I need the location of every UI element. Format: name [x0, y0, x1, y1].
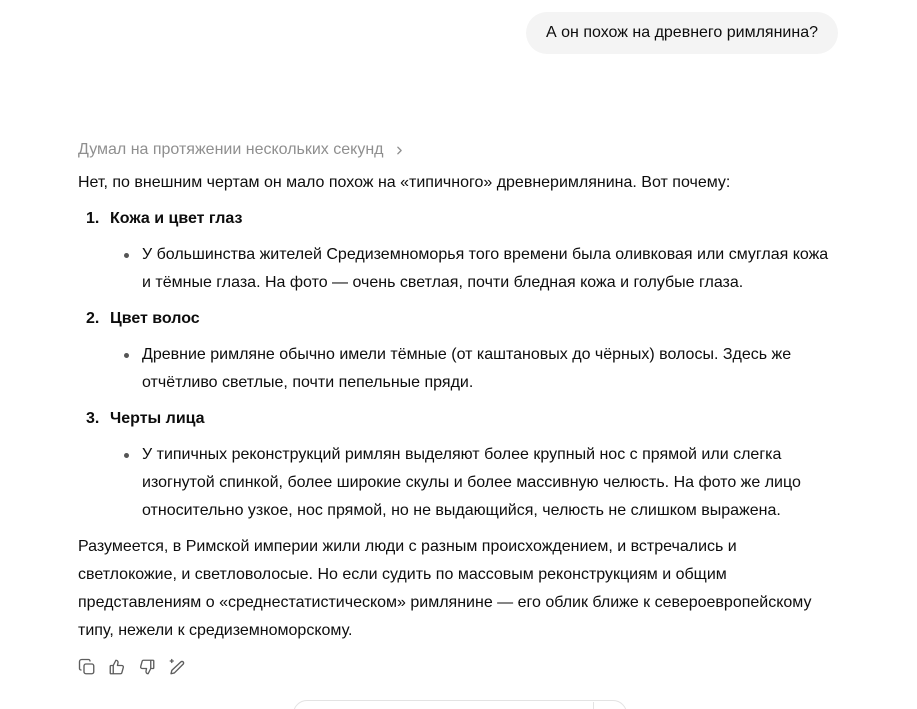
thinking-label: Думал на протяжении нескольких секунд	[78, 141, 384, 158]
thumbs-down-icon	[138, 658, 156, 676]
bullet-text: У большинства жителей Средиземноморья того времени была оливковая или смуглая кожа и тёмные глаза. На фото — очень светлая, почти бледная кожа и голубые глаза.	[142, 246, 829, 291]
numbered-list	[78, 205, 838, 525]
assistant-message	[78, 54, 838, 677]
item-title: Цвет волос	[110, 310, 200, 327]
item-number: 1.	[86, 210, 100, 227]
composer-divider	[593, 702, 594, 709]
bullet-text: Древние римляне обычно имели тёмные (от каштановых до чёрных) волосы. Здесь же отчётливо светлые, почти пепельные пряди.	[142, 346, 792, 391]
item-number: 2.	[86, 310, 100, 327]
item-number: 3.	[86, 410, 100, 427]
chevron-right-icon	[393, 144, 406, 157]
list-item	[78, 305, 838, 397]
item-title: Черты лица	[110, 410, 205, 427]
copy-icon	[78, 658, 96, 676]
chevron-down-icon	[218, 661, 230, 673]
item-title: Кожа и цвет глаз	[110, 210, 243, 227]
answer-intro: Нет, по внешним чертам он мало похож на «типичного» древнеримлянина. Вот почему:	[78, 174, 731, 191]
bullet-text: У типичных реконструкций римлян выделяют более крупный нос с прямой или слегка изогнутой спинкой, более широкие скулы и более массивную челюсть. На фото же лицо относительно узкое, нос прямой, но не выдающийся, челюсть не слишком выражена.	[142, 446, 801, 519]
regenerate-button[interactable]	[198, 658, 230, 676]
copy-button[interactable]	[78, 657, 96, 677]
user-message-row	[0, 0, 917, 54]
thinking-disclosure-toggle[interactable]	[78, 140, 406, 160]
regenerate-icon	[198, 658, 216, 676]
edit-button[interactable]	[168, 657, 186, 677]
bullet-marker	[122, 441, 142, 525]
message-actions-toolbar	[78, 657, 838, 677]
edit-pencil-sparkle-icon	[168, 658, 186, 676]
user-message-bubble: А он похож на древнего римлянина?	[526, 12, 838, 54]
thumbs-up-icon	[108, 658, 126, 676]
answer-outro: Разумеется, в Римской империи жили люди с разным происхождением, и встречались и светлокожие, и светловолосые. Но если судить по массовым реконструкциям и общим представлениям о «среднестатистическом» римлянине — его облик ближе к североевропейскому типу, нежели к средиземноморскому.	[78, 538, 812, 639]
bullet-marker	[122, 241, 142, 297]
composer-input-partial[interactable]	[293, 700, 627, 709]
bullet-marker	[122, 341, 142, 397]
thumbs-down-button[interactable]	[138, 657, 156, 677]
list-item	[78, 405, 838, 525]
thumbs-up-button[interactable]	[108, 657, 126, 677]
list-item	[78, 205, 838, 297]
